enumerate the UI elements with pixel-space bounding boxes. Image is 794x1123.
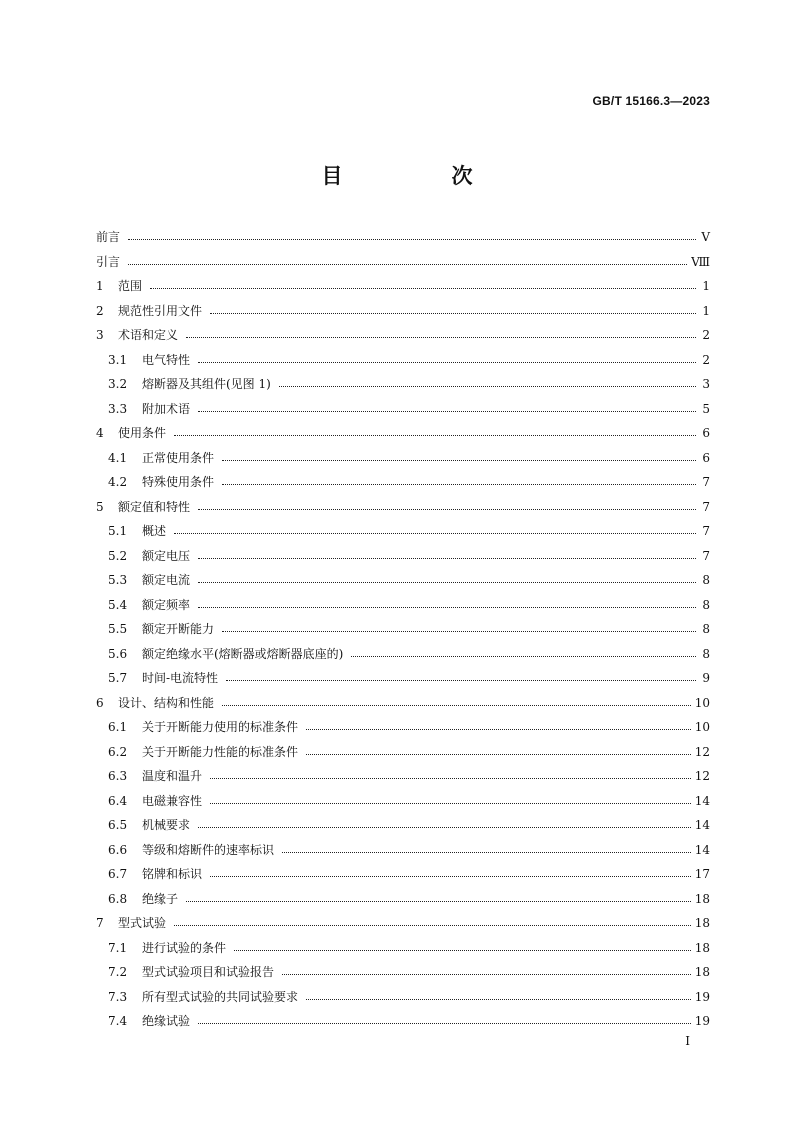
toc-leader-dots: [210, 802, 691, 804]
toc-entry-number: 5: [96, 499, 104, 514]
toc-entry-number: 7.3: [108, 989, 128, 1004]
toc-entry-title: 进行试验的条件: [142, 940, 227, 955]
toc-entry[interactable]: [96, 936, 710, 961]
toc-entry-title: 电磁兼容性: [142, 793, 203, 808]
toc-entry-number: 5.5: [108, 622, 128, 637]
toc-entry-page: 1: [702, 279, 710, 294]
toc-entry-title: 额定电流: [142, 573, 191, 588]
toc-entry-title: 温度和温升: [142, 769, 203, 784]
toc-leader-dots: [279, 385, 696, 387]
toc-entry-title: 所有型式试验的共同试验要求: [142, 989, 299, 1004]
toc-entry-number: 2: [96, 303, 104, 318]
toc-entry-page: 7: [702, 524, 710, 539]
toc-entry[interactable]: [96, 299, 710, 324]
toc-entry-page: 7: [702, 475, 710, 490]
toc-entry-page: 14: [694, 793, 710, 808]
toc-entry-page: 10: [694, 695, 710, 710]
toc-entry-page: 17: [694, 867, 710, 882]
toc-entry-title: 绝缘试验: [142, 1014, 191, 1029]
toc-leader-dots: [306, 728, 691, 730]
toc-leader-dots: [210, 777, 691, 779]
toc-entry-page: 8: [702, 573, 710, 588]
toc-leader-dots: [174, 924, 691, 926]
toc-entry-page: 8: [702, 646, 710, 661]
toc-entry-title: 前言: [96, 230, 121, 245]
toc-entry-title: 概述: [142, 524, 167, 539]
toc-entry-title: 附加术语: [142, 401, 191, 416]
toc-entry-number: 6.6: [108, 842, 128, 857]
toc-entry[interactable]: [96, 691, 710, 716]
toc-entry-number: 5.2: [108, 548, 128, 563]
toc-entry[interactable]: [96, 617, 710, 642]
toc-leader-dots: [198, 361, 696, 363]
toc-entry[interactable]: [96, 397, 710, 422]
toc-entry-number: 6.8: [108, 891, 128, 906]
toc-entry-number: 5.1: [108, 524, 128, 539]
toc-entry-number: 6.1: [108, 720, 128, 735]
toc-leader-dots: [282, 851, 691, 853]
toc-entry[interactable]: [96, 568, 710, 593]
toc-entry-title: 关于开断能力性能的标准条件: [142, 744, 299, 759]
toc-leader-dots: [198, 606, 696, 608]
toc-entry-page: 7: [702, 548, 710, 563]
toc-leader-dots: [222, 459, 696, 461]
toc-entry-number: 5.4: [108, 597, 128, 612]
toc-entry-title: 时间-电流特性: [142, 671, 219, 686]
toc-entry[interactable]: [96, 225, 710, 250]
toc-entry-number: 7.4: [108, 1014, 128, 1029]
toc-entry-title: 关于开断能力使用的标准条件: [142, 720, 299, 735]
toc-entry-page: 6: [702, 426, 710, 441]
toc-entry-number: 5.7: [108, 671, 128, 686]
toc-entry-number: 6.3: [108, 769, 128, 784]
page-number: I: [685, 1034, 690, 1048]
toc-entry-number: 5.3: [108, 573, 128, 588]
toc-entry-title: 术语和定义: [118, 328, 179, 343]
toc-entry-page: 18: [694, 965, 710, 980]
toc-entry-page: 6: [702, 450, 710, 465]
toc-entry-page: 19: [694, 989, 710, 1004]
toc-entry-number: 3.2: [108, 377, 128, 392]
toc-entry[interactable]: [96, 1009, 710, 1034]
toc-entry-title: 型式试验: [118, 916, 167, 931]
toc-entry[interactable]: [96, 887, 710, 912]
toc-entry[interactable]: [96, 666, 710, 691]
toc-leader-dots: [222, 483, 696, 485]
toc-entry-number: 7: [96, 916, 104, 931]
toc-entry-title: 范围: [118, 279, 143, 294]
toc-entry[interactable]: [96, 813, 710, 838]
toc-entry-number: 1: [96, 279, 104, 294]
toc-entry[interactable]: [96, 764, 710, 789]
toc-leader-dots: [222, 704, 691, 706]
toc-entry[interactable]: [96, 838, 710, 863]
toc-entry[interactable]: [96, 985, 710, 1010]
toc-entry-page: 12: [694, 769, 710, 784]
toc-leader-dots: [210, 875, 691, 877]
toc-entry[interactable]: [96, 323, 710, 348]
toc-entry-title: 额定电压: [142, 548, 191, 563]
toc-entry[interactable]: [96, 519, 710, 544]
toc-entry[interactable]: [96, 372, 710, 397]
toc-entry-title: 绝缘子: [142, 891, 179, 906]
toc-entry-page: 18: [694, 940, 710, 955]
toc-entry[interactable]: [96, 642, 710, 667]
toc-entry-title: 额定频率: [142, 597, 191, 612]
toc-entry-page: 2: [702, 352, 710, 367]
toc-entry-title: 等级和熔断件的速率标识: [142, 842, 275, 857]
toc-entry[interactable]: [96, 593, 710, 618]
toc-entry-title: 电气特性: [142, 352, 191, 367]
toc-leader-dots: [282, 973, 691, 975]
toc-leader-dots: [198, 557, 696, 559]
toc-entry-page: 14: [694, 842, 710, 857]
toc-leader-dots: [186, 336, 696, 338]
toc-leader-dots: [198, 508, 696, 510]
toc-entry-number: 4.2: [108, 475, 128, 490]
toc-leader-dots: [351, 655, 696, 657]
toc-entry[interactable]: [96, 544, 710, 569]
toc-leader-dots: [222, 630, 696, 632]
toc-entry-title: 使用条件: [118, 426, 167, 441]
page-title: 目 次: [321, 164, 517, 188]
toc-entry[interactable]: [96, 715, 710, 740]
toc-entry-title: 引言: [96, 254, 121, 269]
toc-entry-number: 4.1: [108, 450, 128, 465]
toc-entry-page: 8: [702, 622, 710, 637]
table-of-contents: [96, 225, 710, 1034]
toc-entry[interactable]: [96, 470, 710, 495]
toc-entry-title: 铭牌和标识: [142, 867, 203, 882]
toc-leader-dots: [198, 1022, 691, 1024]
toc-entry-number: 6.5: [108, 818, 128, 833]
toc-leader-dots: [128, 238, 696, 240]
toc-entry-number: 7.1: [108, 940, 128, 955]
toc-entry-page: Ⅷ: [691, 254, 710, 269]
toc-leader-dots: [198, 581, 696, 583]
standard-number: GB/T 15166.3—2023: [592, 94, 710, 108]
toc-entry-title: 机械要求: [142, 818, 191, 833]
toc-entry-page: 8: [702, 597, 710, 612]
toc-entry-page: 19: [694, 1014, 710, 1029]
toc-entry-title: 额定绝缘水平(熔断器或熔断器底座的): [142, 646, 344, 661]
toc-entry-title: 设计、结构和性能: [118, 695, 215, 710]
toc-leader-dots: [174, 434, 696, 436]
toc-entry-page: 10: [694, 720, 710, 735]
toc-entry-number: 6.7: [108, 867, 128, 882]
toc-entry-number: 3: [96, 328, 104, 343]
toc-leader-dots: [210, 312, 696, 314]
toc-leader-dots: [150, 287, 696, 289]
toc-entry[interactable]: [96, 960, 710, 985]
toc-leader-dots: [306, 998, 691, 1000]
toc-entry[interactable]: [96, 911, 710, 936]
toc-entry[interactable]: [96, 421, 710, 446]
toc-entry-page: 12: [694, 744, 710, 759]
toc-entry[interactable]: [96, 348, 710, 373]
toc-entry-page: 5: [702, 401, 710, 416]
toc-entry-number: 3.1: [108, 352, 128, 367]
toc-entry[interactable]: [96, 740, 710, 765]
toc-entry-title: 正常使用条件: [142, 450, 215, 465]
toc-entry[interactable]: [96, 274, 710, 299]
toc-leader-dots: [198, 826, 691, 828]
toc-entry-page: Ⅴ: [701, 230, 710, 245]
toc-entry-number: 3.3: [108, 401, 128, 416]
toc-entry-page: 1: [702, 303, 710, 318]
toc-entry-title: 熔断器及其组件(见图 1): [142, 377, 271, 392]
toc-entry-number: 7.2: [108, 965, 128, 980]
toc-entry[interactable]: [96, 862, 710, 887]
toc-leader-dots: [198, 410, 696, 412]
toc-entry-title: 额定开断能力: [142, 622, 215, 637]
toc-entry[interactable]: [96, 250, 710, 275]
toc-entry-number: 6: [96, 695, 104, 710]
toc-entry[interactable]: [96, 495, 710, 520]
toc-entry-page: 9: [702, 671, 710, 686]
toc-entry-title: 额定值和特性: [118, 499, 191, 514]
toc-entry-title: 规范性引用文件: [118, 303, 203, 318]
toc-entry-number: 5.6: [108, 646, 128, 661]
toc-leader-dots: [174, 532, 696, 534]
toc-leader-dots: [226, 679, 696, 681]
toc-entry-page: 3: [702, 377, 710, 392]
toc-entry-page: 18: [694, 891, 710, 906]
toc-entry-page: 2: [702, 328, 710, 343]
toc-leader-dots: [234, 949, 691, 951]
toc-leader-dots: [186, 900, 691, 902]
toc-entry-title: 特殊使用条件: [142, 475, 215, 490]
toc-entry-page: 18: [694, 916, 710, 931]
toc-entry-page: 7: [702, 499, 710, 514]
toc-leader-dots: [128, 263, 687, 265]
toc-entry-number: 4: [96, 426, 104, 441]
toc-leader-dots: [306, 753, 691, 755]
toc-entry[interactable]: [96, 446, 710, 471]
toc-entry[interactable]: [96, 789, 710, 814]
toc-entry-number: 6.4: [108, 793, 128, 808]
toc-entry-page: 14: [694, 818, 710, 833]
toc-entry-title: 型式试验项目和试验报告: [142, 965, 275, 980]
toc-entry-number: 6.2: [108, 744, 128, 759]
